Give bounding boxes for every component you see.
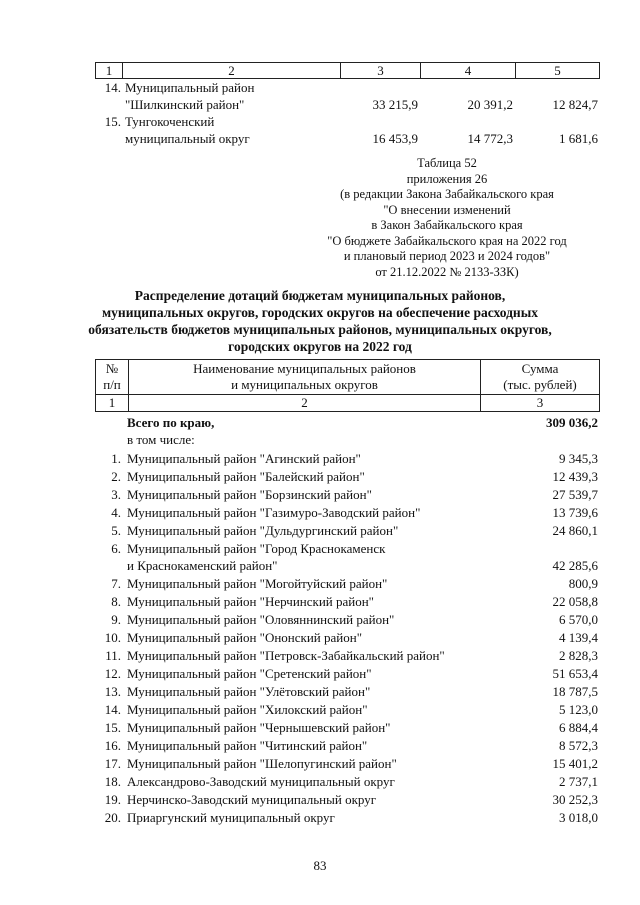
row-name: Муниципальный район "Читинский район" [127, 738, 368, 753]
appendix-line: (в редакции Закона Забайкальского края [340, 187, 554, 201]
appendix-line: приложения 26 [406, 171, 488, 186]
row-name: Муниципальный район "Хилокский район" [127, 702, 368, 717]
row-number: 8. [111, 594, 121, 609]
row-name: Нерчинско-Заводский муниципальный округ [127, 792, 377, 807]
row-value: 42 285,6 [552, 558, 598, 573]
row-value: 13 739,6 [552, 505, 598, 520]
row-value: 800,9 [568, 576, 598, 591]
rule [599, 62, 600, 79]
row-number: 11. [105, 648, 121, 663]
row-number: 15. [104, 114, 121, 129]
title-line: городских округов на 2022 год [228, 339, 412, 354]
row-value: 6 570,0 [559, 612, 598, 627]
row-number: 13. [104, 684, 121, 699]
row-number: 10. [104, 630, 121, 645]
row-name: Муниципальный район "Нерчинский район" [127, 594, 374, 609]
row-value: 5 123,0 [559, 702, 598, 717]
row-value: 51 653,4 [552, 666, 598, 681]
header-text: и муниципальных округов [231, 377, 378, 392]
total-label: Всего по краю, [127, 415, 215, 430]
appendix-line: в Закон Забайкальского края [371, 218, 523, 232]
header-text: Сумма [521, 361, 559, 376]
row-name: Тунгокоченский [125, 114, 215, 129]
rule [599, 359, 600, 412]
column-index: 3 [536, 395, 544, 410]
rule [95, 411, 600, 412]
row-value: 4 139,4 [559, 630, 598, 645]
row-value: 14 772,3 [467, 131, 513, 146]
row-number: 3. [111, 487, 121, 502]
row-number: 9. [111, 612, 121, 627]
row-value: 8 572,3 [559, 738, 598, 753]
row-name: муниципальный округ [125, 131, 250, 146]
row-name: Муниципальный район "Шелопугинский район" [127, 756, 397, 771]
row-number: 20. [104, 810, 121, 825]
row-value: 33 215,9 [372, 97, 418, 112]
row-number: 16. [104, 738, 121, 753]
row-name: Муниципальный район "Чернышевский район" [127, 720, 391, 735]
header-number [96, 361, 128, 393]
row-number: 2. [111, 469, 121, 484]
row-number: 1. [111, 451, 121, 466]
row-value: 22 058,8 [552, 594, 598, 609]
header-text: Наименование муниципальных районов [193, 361, 416, 376]
title-line: обязательств бюджетов муниципальных районов, муниципальных округов, [88, 322, 552, 337]
header-sum [481, 361, 599, 393]
title-line: муниципальных округов, городских округов на обеспечение расходных [101, 305, 539, 320]
row-name: и Краснокаменский район" [127, 558, 278, 573]
row-name: Муниципальный район "Оловяннинский район" [127, 612, 395, 627]
row-value: 9 345,3 [559, 451, 598, 466]
row-name: Муниципальный район "Балейский район" [127, 469, 365, 484]
row-value: 20 391,2 [467, 97, 513, 112]
row-name: "Шилкинский район" [125, 97, 245, 112]
col-num-header: 5 [554, 63, 561, 78]
row-number: 15. [104, 720, 121, 735]
row-number: 6. [111, 541, 121, 556]
row-value: 24 860,1 [552, 523, 598, 538]
row-name: Муниципальный район "Агинский район" [127, 451, 361, 466]
row-value: 16 453,9 [372, 131, 418, 146]
row-number: 14. [104, 702, 121, 717]
header-name [129, 361, 480, 393]
col-num-header: 1 [105, 63, 113, 78]
appendix-line: "О бюджете Забайкальского края на 2022 год [327, 233, 567, 248]
row-value: 15 401,2 [552, 756, 598, 771]
appendix-line: Таблица 52 [417, 156, 477, 170]
row-number: 14. [104, 80, 121, 95]
row-value: 2 828,3 [559, 648, 598, 663]
row-value: 18 787,5 [552, 684, 598, 699]
row-name: Муниципальный район "Город Краснокаменск [127, 541, 386, 556]
row-name: Муниципальный район "Сретенский район" [127, 666, 372, 681]
document-title [60, 287, 580, 355]
total-value: 309 036,2 [546, 415, 598, 430]
row-name: Муниципальный район "Борзинский район" [127, 487, 372, 502]
row-name: Александрово-Заводский муниципальный округ [127, 774, 395, 789]
row-value: 1 681,6 [559, 131, 598, 146]
appendix-line: "О внесении изменений [383, 202, 511, 217]
row-number: 5. [111, 523, 121, 538]
row-name: Муниципальный район "Ононский район" [127, 630, 363, 645]
row-number: 4. [111, 505, 121, 520]
header-text: № [105, 361, 119, 376]
row-number: 18. [104, 774, 121, 789]
row-value: 30 252,3 [552, 792, 598, 807]
row-value: 12 439,3 [552, 469, 598, 484]
row-value: 2 737,1 [559, 774, 598, 789]
title-line: Распределение дотаций бюджетам муниципальных районов, [134, 288, 506, 303]
row-value: 12 824,7 [552, 97, 598, 112]
row-name: Муниципальный район "Газимуро-Заводский район" [127, 505, 421, 520]
column-index: 1 [108, 395, 116, 410]
row-number: 12. [104, 666, 121, 681]
appendix-line: и плановый период 2023 и 2024 годов" [343, 249, 551, 263]
row-value: 27 539,7 [552, 487, 598, 502]
header-text: п/п [103, 377, 121, 392]
row-name: Муниципальный район [125, 80, 255, 95]
rule [95, 359, 600, 360]
col-num-header: 2 [228, 63, 235, 78]
row-number: 7. [111, 576, 121, 591]
row-value: 3 018,0 [559, 810, 598, 825]
row-name: Приаргунский муниципальный округ [127, 810, 335, 825]
col-num-header: 4 [464, 63, 472, 78]
appendix-note [297, 156, 597, 280]
appendix-line: от 21.12.2022 № 2133-ЗЗК) [375, 264, 519, 279]
row-name: Муниципальный район "Петровск-Забайкальский район" [127, 648, 445, 663]
row-number: 19. [104, 792, 121, 807]
row-number: 17. [104, 756, 121, 771]
col-num-header: 3 [377, 63, 384, 78]
including-label: в том числе: [127, 432, 195, 447]
row-name: Муниципальный район "Могойтуйский район" [127, 576, 388, 591]
row-value: 6 884,4 [559, 720, 598, 735]
header-text: (тыс. рублей) [503, 377, 577, 392]
row-name: Муниципальный район "Дульдургинский район" [127, 523, 399, 538]
column-index: 2 [301, 395, 308, 410]
row-name: Муниципальный район "Улётовский район" [127, 684, 371, 699]
page-number: 83 [313, 858, 327, 873]
